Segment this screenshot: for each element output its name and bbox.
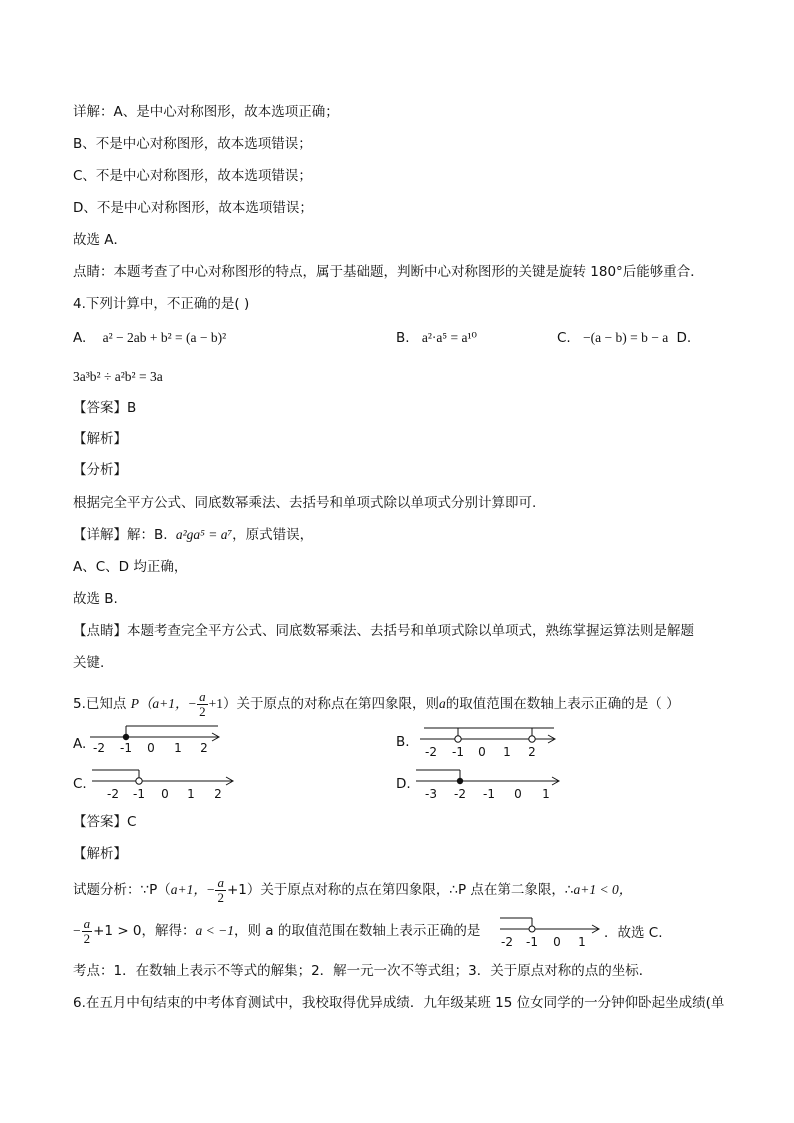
tick-label: 0 [161, 787, 169, 801]
tick-label: -3 [425, 787, 437, 801]
solution-text: 试题分析：∵P（ [73, 882, 171, 898]
solution-text: +1）关于原点对称的点在第四象限，∴P 点在第二象限，∴ [226, 882, 574, 898]
math-expression: a²·a⁵ = a¹⁰ [421, 330, 477, 345]
math-expression: a+1， [170, 882, 207, 897]
number-line-d [414, 766, 564, 802]
text-line: 点睛：本题考查了中心对称图形的特点，属于基础题，判断中心对称图形的关键是旋转 180°后能够重合． [73, 264, 704, 280]
tick-label: -2 [107, 787, 119, 801]
question-6-stem: 6.在五月中旬结束的中考体育测试中，我校取得优异成绩．九年级某班 15 位女同学的一分钟仰卧起坐成绩(单 [73, 995, 725, 1011]
text-line: D、不是中心对称图形，故本选项错误； [73, 200, 313, 216]
tick-label: -1 [526, 935, 538, 949]
number-line-a [88, 724, 228, 756]
numerator: a [199, 688, 206, 704]
tick-label: 2 [528, 745, 536, 759]
tick-label: 1 [174, 741, 182, 755]
denominator: 2 [217, 889, 224, 905]
option-a [73, 329, 226, 347]
math-expression: a+1 < 0， [573, 882, 633, 897]
detail-suffix: ，原式错误， [232, 527, 314, 543]
question-5-stem: 5.已知点 P（a+1，− $\frac{a}{2}$ +1）关于原点的对称点在第四象限，则a的取值范围在数轴上表示正确的是（ ） [73, 688, 680, 719]
tick-label: 1 [578, 935, 586, 949]
tick-label: -1 [120, 741, 132, 755]
tick-label: -1 [452, 745, 464, 759]
text-line: 故选 B. [73, 591, 118, 607]
solution-line-2: − $\frac{a}{2}$ +1 > 0，解得：a < −1，则 a 的取值范围在数轴上表示正确的是 [73, 915, 481, 946]
number-line-solution [496, 914, 604, 950]
math-expression: a² − 2ab + b² = (a − b)² [102, 330, 227, 345]
tick-label: -2 [425, 745, 437, 759]
denominator: 2 [199, 703, 206, 719]
solution-text: +1 > 0，解得： [93, 923, 196, 939]
kaodian-line: 考点：1．在数轴上表示不等式的解集；2．解一元一次不等式组；3．关于原点对称的点的坐标． [73, 963, 653, 979]
text-line: A、C、D 均正确， [73, 559, 188, 575]
stem-text: 关于原点的对称点在第四象限，则 [236, 696, 440, 712]
math-expression: −(a − b) = b − a [583, 330, 669, 345]
answer: 【答案】B [73, 400, 137, 416]
analysis-heading: 【解析】 [73, 431, 127, 447]
tick-label: -2 [501, 935, 513, 949]
option-d-expression: 3a³b² ÷ a²b² = 3a [73, 369, 163, 384]
tick-label: 0 [478, 745, 486, 759]
option-label: A. [73, 736, 87, 752]
tick-label: -2 [454, 787, 466, 801]
tick-label: 1 [503, 745, 511, 759]
stem-text: 5.已知点 [73, 696, 127, 712]
option-label: D. [396, 776, 411, 792]
option-label: B. [396, 734, 410, 750]
numerator: a [83, 915, 91, 931]
variable: a [439, 696, 446, 711]
option-b [396, 329, 477, 347]
stem-text: 的取值范围在数轴上表示正确的是（ ） [445, 696, 680, 712]
text-line: 详解：A、是中心对称图形，故本选项正确； [73, 104, 339, 120]
answer: 【答案】C [73, 814, 137, 830]
tick-label: 0 [147, 741, 155, 755]
tick-label: -2 [93, 741, 105, 755]
analysis-subheading: 【分析】 [73, 462, 127, 478]
tick-label: 0 [553, 935, 561, 949]
fraction [215, 876, 226, 905]
solution-line-1: 试题分析：∵P（a+1，− $\frac{a}{2}$ +1）关于原点对称的点在第四象限，∴P 点在第二象限，∴a+1 < 0， [73, 874, 633, 905]
comment-line: 【点睛】本题考查完全平方公式、同底数幂乘法、去括号和单项式除以单项式，熟练掌握运算法则是解题 [73, 623, 694, 639]
number-line-b [418, 724, 558, 760]
point-expression: P（a+1， [130, 696, 189, 711]
tick-label: 1 [542, 787, 550, 801]
option-label: C. [557, 330, 571, 346]
text-line: 故选 A． [73, 232, 128, 248]
option-label: B. [396, 330, 410, 346]
number-line-c [90, 766, 238, 802]
denominator: 2 [83, 930, 91, 946]
tick-label: 2 [200, 741, 208, 755]
analysis-text: 根据完全平方公式、同底数幂乘法、去括号和单项式除以单项式分别计算即可. [73, 495, 537, 511]
numerator: a [217, 874, 224, 890]
fraction [82, 917, 93, 946]
analysis-heading: 【解析】 [73, 846, 127, 862]
option-c [557, 329, 691, 347]
tick-label: 2 [214, 787, 222, 801]
tick-label: 1 [187, 787, 195, 801]
option-label: A. [73, 330, 87, 346]
tick-label: 0 [514, 787, 522, 801]
option-label: C. [73, 776, 87, 792]
text-line: C、不是中心对称图形，故本选项错误； [73, 168, 312, 184]
question-4-stem: 4.下列计算中，不正确的是( ) [73, 296, 250, 312]
text-line: B、不是中心对称图形，故本选项错误； [73, 136, 312, 152]
detail-prefix: 【详解】解：B. [73, 527, 168, 543]
detail-line [73, 526, 313, 544]
math-expression: a < −1 [195, 923, 234, 938]
solution-text: ．故选 C. [604, 925, 663, 941]
tick-label: -1 [483, 787, 495, 801]
option-label: D. [676, 330, 692, 346]
point-tail: +1） [208, 696, 237, 711]
fraction [197, 690, 208, 719]
comment-line: 关键. [73, 655, 105, 671]
tick-label: -1 [133, 787, 145, 801]
solution-text: ，则 a 的取值范围在数轴上表示正确的是 [234, 923, 481, 939]
math-expression: a²ga⁵ = a⁷ [175, 527, 233, 542]
